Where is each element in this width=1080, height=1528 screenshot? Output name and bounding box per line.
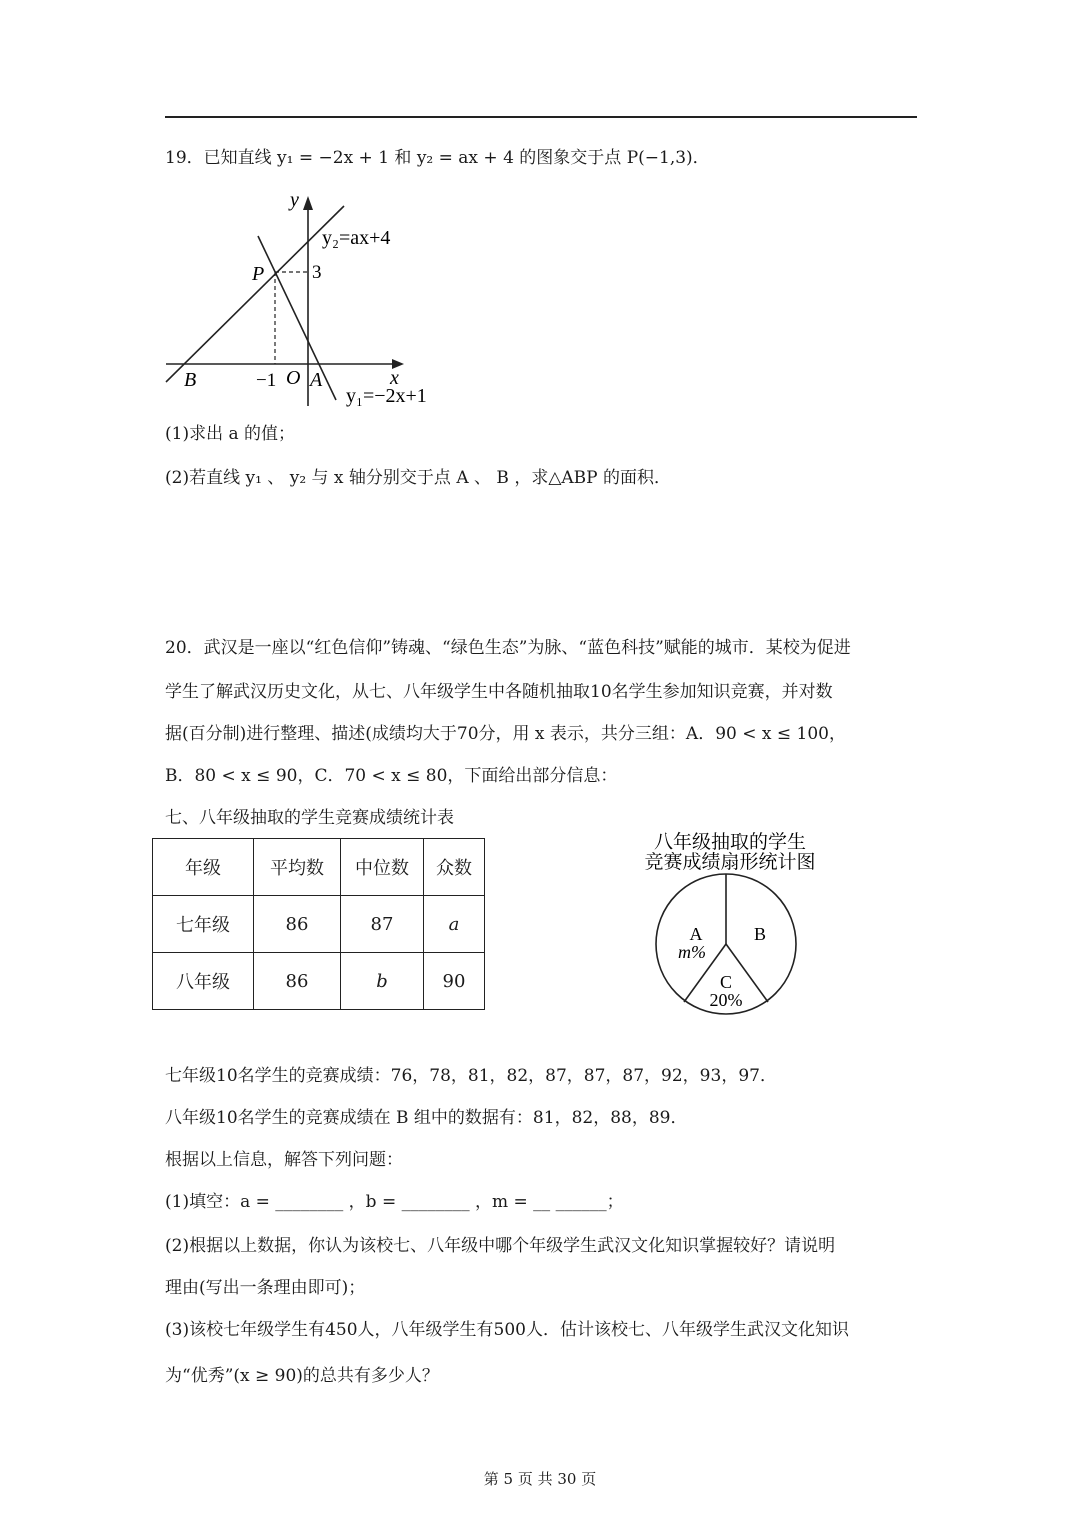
pie-title-line1: 八年级抽取的学生 bbox=[653, 832, 807, 853]
cell-grade: 七年级 bbox=[153, 896, 254, 953]
line-y2 bbox=[166, 206, 344, 382]
header-mean: 平均数 bbox=[254, 839, 341, 896]
y-axis-arrow bbox=[303, 196, 313, 210]
q20-part3-line1: (3)该校七年级学生有450人，八年级学生有500人．估计该校七、八年级学生武汉文化知识 bbox=[165, 1320, 849, 1340]
label-3: 3 bbox=[312, 262, 322, 283]
cell-mode: a bbox=[424, 896, 485, 953]
fill-blanks: (1)填空：a = ________ ，b = ________ ，m = __ ______； bbox=[165, 1192, 624, 1212]
label-y: y bbox=[290, 189, 299, 211]
grade8-B-group: 八年级10名学生的竞赛成绩在 B 组中的数据有：81，82，88，89． bbox=[165, 1108, 688, 1128]
q19-graph bbox=[160, 186, 460, 416]
pie-label-m: m% bbox=[678, 942, 706, 962]
label-P: P bbox=[252, 263, 265, 285]
label-A: A bbox=[310, 369, 323, 391]
table-caption: 七、八年级抽取的学生竞赛成绩统计表 bbox=[165, 808, 454, 828]
cell-median: 87 bbox=[341, 896, 424, 953]
pie-label-A: A bbox=[689, 924, 703, 944]
grade7-scores: 七年级10名学生的竞赛成绩：76，78，81，82，87，87，87，92，93，97． bbox=[165, 1066, 777, 1086]
page-footer: 第 5 页 共 30 页 bbox=[483, 1470, 597, 1488]
cell-mode: 90 bbox=[424, 953, 485, 1010]
q20-part2-line2: 理由(写出一条理由即可)； bbox=[165, 1278, 366, 1298]
label-y1: y₁=−2x+1 bbox=[346, 385, 427, 407]
label-neg1: −1 bbox=[256, 370, 277, 391]
q20-part3-line2: 为“优秀”(x ≥ 90)的总共有多少人？ bbox=[165, 1366, 439, 1386]
table-header-row bbox=[153, 839, 485, 896]
pie-label-C-pct: 20% bbox=[709, 990, 743, 1010]
label-O: O bbox=[286, 367, 301, 389]
table-row bbox=[153, 896, 485, 953]
header-mode: 众数 bbox=[424, 839, 485, 896]
header-rule bbox=[165, 116, 917, 118]
label-B: B bbox=[184, 369, 197, 391]
q19-part1: (1)求出 a 的值； bbox=[165, 424, 296, 444]
header-grade: 年级 bbox=[153, 839, 254, 896]
cell-mean: 86 bbox=[254, 953, 341, 1010]
pie-title-line2: 竞赛成绩扇形统计图 bbox=[644, 852, 816, 873]
cell-grade: 八年级 bbox=[153, 953, 254, 1010]
pie-label-C: C bbox=[719, 972, 733, 992]
q20-line4: B．80 < x ≤ 90，C．70 < x ≤ 80，下面给出部分信息： bbox=[165, 766, 618, 786]
cell-mean: 86 bbox=[254, 896, 341, 953]
q20-line3: 据(百分制)进行整理、描述(成绩均大于70分，用 x 表示，共分三组：A．90 < x ≤ 100， bbox=[165, 724, 846, 744]
q20-line2: 学生了解武汉历史文化，从七、八年级学生中各随机抽取10名学生参加知识竞赛，并对数 bbox=[165, 682, 833, 702]
q19-stem: 19．已知直线 y₁ = −2x + 1 和 y₂ = ax + 4 的图象交于点 P(−1,3)． bbox=[165, 148, 710, 168]
q20-part2-line1: (2)根据以上数据，你认为该校七、八年级中哪个年级学生武汉文化知识掌握较好？请说明 bbox=[165, 1236, 836, 1256]
label-x: x bbox=[390, 367, 399, 389]
cell-median: b bbox=[341, 953, 424, 1010]
header-median: 中位数 bbox=[341, 839, 424, 896]
instruction: 根据以上信息，解答下列问题： bbox=[165, 1150, 403, 1170]
label-y2: y₂=ax+4 bbox=[322, 227, 391, 249]
pie-label-B: B bbox=[753, 924, 767, 944]
table-row bbox=[153, 953, 485, 1010]
stats-table bbox=[152, 838, 485, 1010]
pie-chart bbox=[620, 826, 840, 1016]
q20-line1: 20．武汉是一座以“红色信仰”铸魂、“绿色生态”为脉、“蓝色科技”赋能的城市．某校为促进 bbox=[165, 638, 851, 658]
q19-part2: (2)若直线 y₁ 、 y₂ 与 x 轴分别交于点 A 、 B ，求△ABP 的面积． bbox=[165, 468, 671, 488]
